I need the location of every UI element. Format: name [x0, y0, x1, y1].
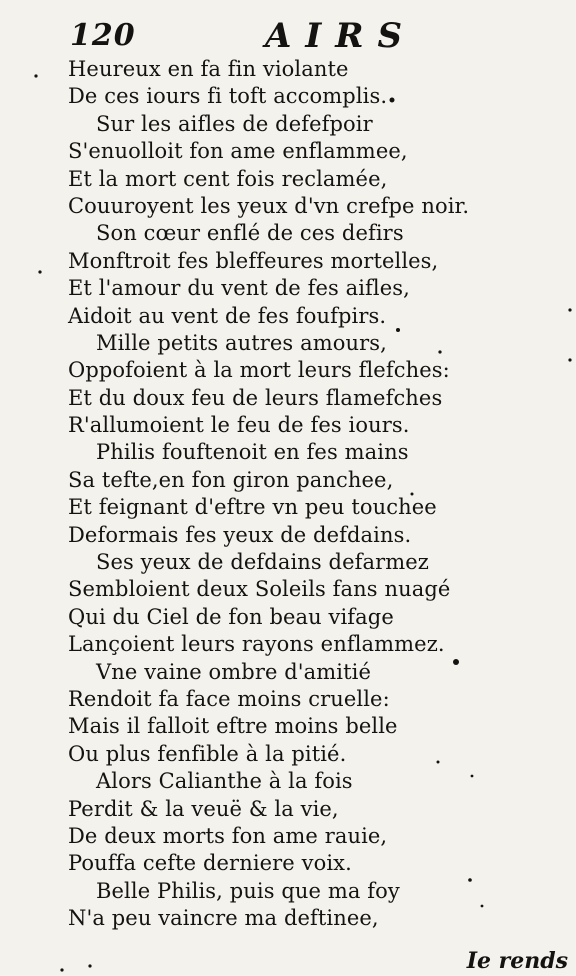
- page-number: 120: [70, 18, 136, 53]
- verse-line: Sur les aifles de defefpoir: [96, 111, 373, 136]
- verse-line: De deux morts fon ame rauie,: [68, 823, 388, 848]
- verse-line: Son cœur enflé de ces defirs: [96, 221, 404, 246]
- running-head: AIRS: [265, 16, 417, 56]
- verse-line: Oppofoient à la mort leurs flefches:: [68, 358, 450, 383]
- verse-line: De ces iours fi toft accomplis.: [68, 84, 388, 109]
- verse-line: Alors Calianthe à la fois: [96, 769, 353, 794]
- verse-line: Couuroyent les yeux d'vn crefpe noir.: [68, 193, 470, 218]
- verse-line: Deformais fes yeux de defdains.: [68, 522, 412, 547]
- verse-line: Mille petits autres amours,: [96, 330, 387, 355]
- verse-line: Et du doux feu de leurs flamefches: [68, 385, 443, 410]
- verse-line: Belle Philis, puis que ma foy: [96, 878, 400, 903]
- verse-line: Et feignant d'eftre vn peu touchee: [68, 495, 437, 520]
- verse-line: Sa tefte,en fon giron panchee,: [68, 467, 394, 492]
- verse-line: R'allumoient le feu de fes iours.: [68, 413, 410, 438]
- ink-speck: [34, 74, 37, 77]
- verse-line: Perdit & la veuë & la vie,: [68, 796, 339, 821]
- verse-line: Sembloient deux Soleils fans nuagé: [68, 577, 451, 602]
- verse-line: Pouffa cefte derniere voix.: [68, 851, 352, 876]
- verse-line: S'enuolloit fon ame enflammee,: [68, 139, 408, 164]
- ink-speck: [88, 964, 91, 967]
- verse-text: [68, 56, 488, 933]
- verse-line: Vne vaine ombre d'amitié: [96, 659, 372, 684]
- verse-line: Aidoit au vent de fes foufpirs.: [68, 303, 387, 328]
- verse-line: Heureux en fa fin violante: [68, 57, 349, 81]
- ink-speck: [60, 968, 63, 971]
- verse-line: Rendoit fa face moins cruelle:: [68, 686, 390, 711]
- verse-line: Et la mort cent fois reclamée,: [68, 166, 388, 191]
- ink-speck: [568, 308, 571, 311]
- ink-speck: [568, 358, 571, 361]
- page-header: [60, 8, 417, 58]
- catchword: Ie rends: [466, 948, 568, 974]
- verse-line: Et l'amour du vent de fes aifles,: [68, 276, 410, 301]
- ink-speck: [38, 270, 41, 273]
- verse-line: Lançoient leurs rayons enflammez.: [68, 632, 445, 657]
- verse-line: Ses yeux de defdains defarmez: [96, 550, 429, 575]
- verse-line: Philis fouftenoit en fes mains: [96, 440, 409, 465]
- verse-line: N'a peu vaincre ma deftinee,: [68, 906, 379, 931]
- verse-line: Mais il falloit eftre moins belle: [68, 714, 398, 739]
- verse-line: Monftroit fes bleffeures mortelles,: [68, 248, 439, 273]
- verse-line: Ou plus fenfible à la pitié.: [68, 741, 347, 766]
- verse-line: Qui du Ciel de fon beau vifage: [68, 604, 394, 629]
